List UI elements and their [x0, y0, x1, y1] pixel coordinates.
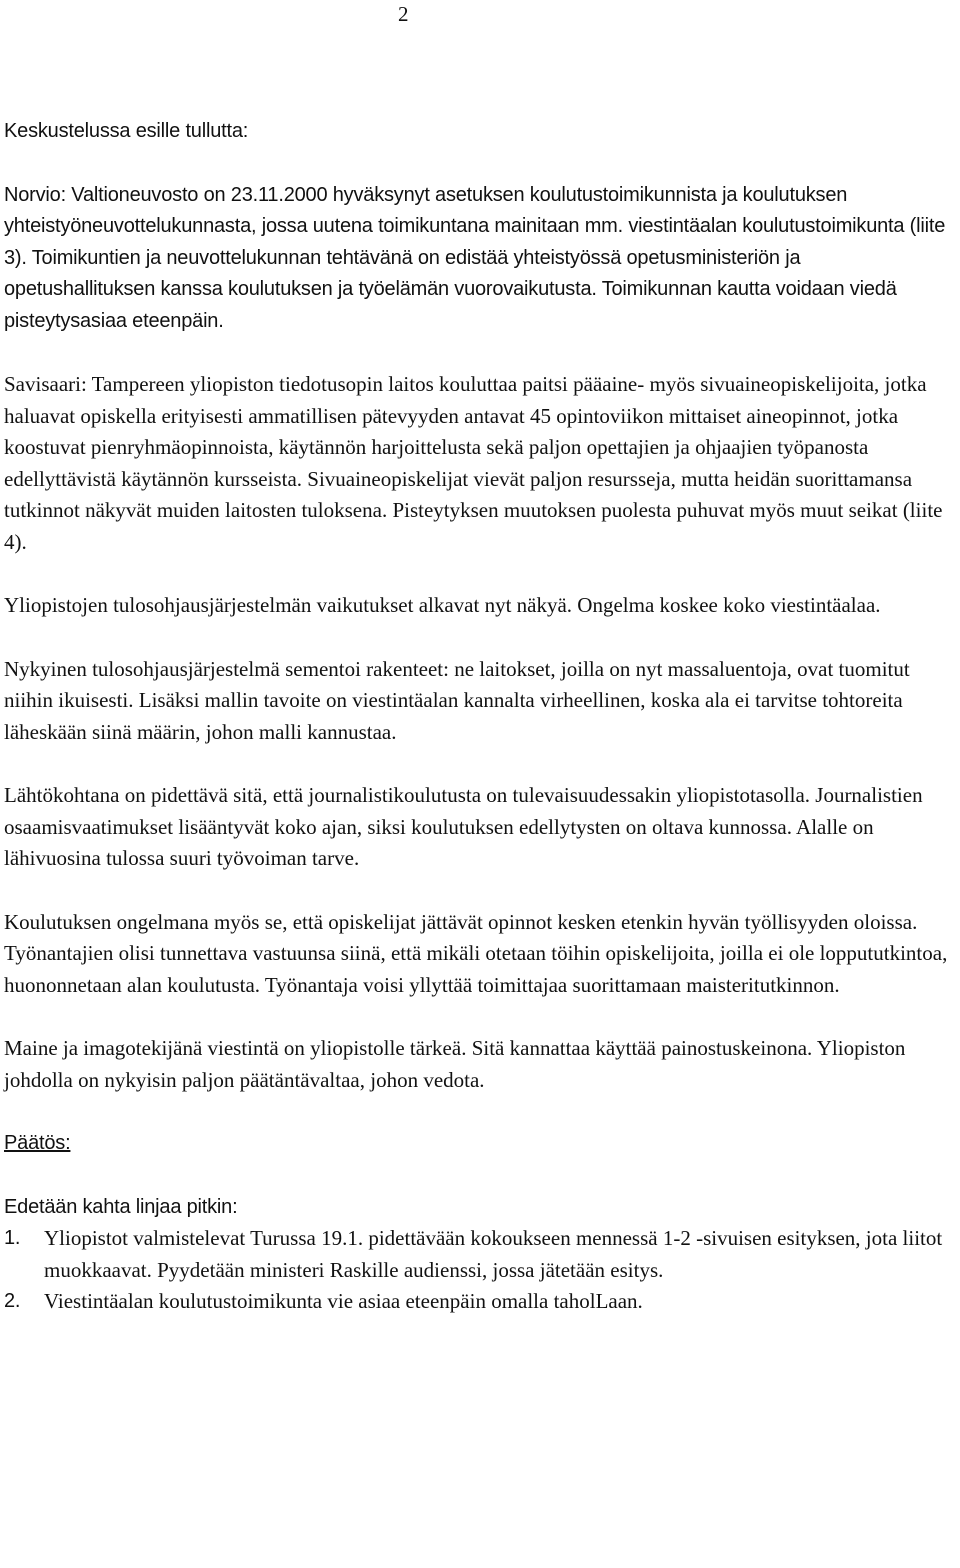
paragraph-maine: Maine ja imagotekijänä viestintä on yliopistolle tärkeä. Sitä kannattaa käyttää painostuskeinona. Yliopiston johdolla on nykyisin paljon päätäntävaltaa, johon vedota. [4, 1036, 906, 1092]
paragraph-tulosohjaus: Yliopistojen tulosohjausjärjestelmän vaikutukset alkavat nyt näkyä. Ongelma koskee koko viestintäalaa. [4, 593, 881, 617]
decision-intro: Edetään kahta linjaa pitkin: [4, 1195, 238, 1218]
page-number: 2 [398, 2, 409, 26]
decision-list [4, 1223, 956, 1318]
section-heading: Keskustelussa esille tullutta: [4, 120, 249, 142]
decision-item-text: Viestintäalan koulutustoimikunta vie asiaa eteenpäin omalla taholLaan. [44, 1289, 643, 1313]
decision-item-number: 1. [4, 1227, 21, 1249]
decision-item-number: 2. [4, 1290, 21, 1312]
paragraph-norvio: Norvio: Valtioneuvosto on 23.11.2000 hyväksynyt asetuksen koulutustoimikunnista ja koulutuksen yhteistyöneuvottelukunnasta, jossa uutena toimikuntana mainitaan mm. viestintäalan koulutustoimikunta (liite 3). Toimikuntien ja neuvottelukunnan tehtävänä on edistää yhteistyössä opetusministeriön ja opetushallituksen kanssa koulutuksen ja työelämän vuorovaikutusta. Toimikunnan kautta voidaan viedä pisteytysasiaa eteenpäin. [4, 183, 946, 332]
decision-item-text: Yliopistot valmistelevat Turussa 19.1. pidettävään kokoukseen mennessä 1-2 -sivuisen esityksen, jota liitot muokkaavat. Pyydetään ministeri Raskille audienssi, jossa jätetään esitys. [44, 1226, 943, 1282]
decision-title: Päätös: [4, 1132, 71, 1154]
paragraph-savisaari: Savisaari: Tampereen yliopiston tiedotusopin laitos kouluttaa paitsi pääaine- myös sivuaineopiskelijoita, jotka haluavat opiskella erityisesti ammatillisen pätevyyden antavat 45 opintoviikon mittaiset aineopinnot, jotka koostuvat pienryhmäopinnoista, käytännön harjoittelusta sekä paljon opettajien ja ohjaajien työpanosta edellyttävistä käytännön kursseista. Sivuaineopiskelijat vievät paljon resursseja, mutta heidän suorittamansa tutkinnot näkyvät muiden laitosten tuloksena. Pisteytyksen muutoksen puolesta puhuvat myös muut seikat (liite 4). [4, 372, 943, 554]
decision-item [4, 1286, 956, 1318]
paragraph-nykyinen: Nykyinen tulosohjausjärjestelmä sementoi rakenteet: ne laitokset, joilla on nyt massaluentoja, ovat tuomitut niihin ikuisesti. Lisäksi mallin tavoite on viestintäalan kannalta virheellinen, koska ala ei tarvitse tohtoreita läheskään siinä määrin, johon malli kannustaa. [4, 656, 910, 744]
document-body [4, 116, 956, 1318]
paragraph-ongelma: Koulutuksen ongelmana myös se, että opiskelijat jättävät opinnot kesken etenkin hyvän työllisyyden oloissa. Työnantajien olisi tunnettava vastuunsa siinä, että mikäli otetaan töihin opiskelijoita, joilla ei ole loppututkintoa, huononnetaan alan koulutusta. Työnantaja voisi yllyttää toimittajaa suorittamaan maisteritutkinnon. [4, 909, 948, 997]
paragraph-lahtokohta: Lähtökohtana on pidettävä sitä, että journalistikoulutusta on tulevaisuudessakin yliopistotasolla. Journalistien osaamisvaatimukset lisääntyvät koko ajan, siksi koulutuksen edellytysten on oltava kunnossa. Alalle on lähivuosina tulossa suuri työvoiman tarve. [4, 783, 923, 870]
decision-item [4, 1223, 956, 1286]
